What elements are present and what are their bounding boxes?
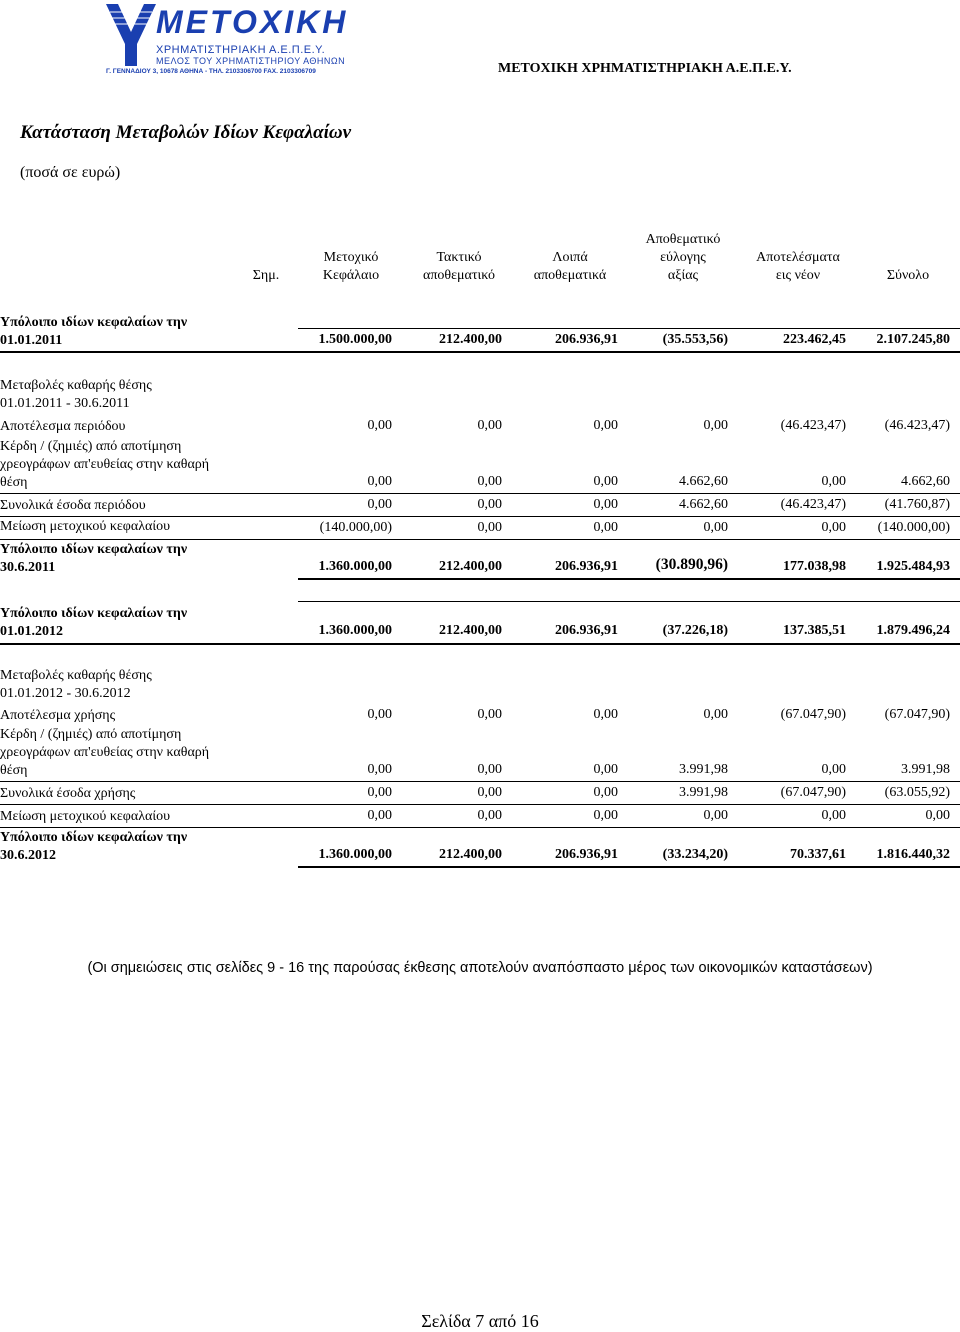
cell-ci2011-other-reserves: 0,00 (593, 497, 618, 512)
col-header-ordinary-reserve: Τακτικό αποθεματικό (423, 250, 495, 283)
cell-cap2011-share-capital: (140.000,00) (319, 520, 392, 535)
cell-cap2011-retained: 0,00 (821, 520, 846, 535)
row-label-open2011: Υπόλοιπο ιδίων κεφαλαίων την 01.01.2011 (0, 315, 188, 348)
company-logo (106, 4, 349, 78)
rule-cap2012 (0, 827, 960, 828)
logo-mark-icon (106, 4, 156, 66)
cell-close2011-retained: 177.038,98 (783, 559, 846, 574)
cell-close2011-fair-value: (30.890,96) (655, 556, 728, 573)
row-label-cap2012: Μείωση μετοχικού κεφαλαίου (0, 809, 171, 824)
cell-result2012-other-reserves: 0,00 (593, 707, 618, 722)
row-label-result2012: Αποτέλεσμα χρήσης (0, 708, 116, 723)
cell-fv2011-retained: 0,00 (821, 474, 846, 489)
cell-close2012-fair-value: (33.234,20) (662, 847, 728, 862)
cell-ci2011-fair-value: 4.662,60 (679, 497, 728, 512)
row-label-changes2012: Μεταβολές καθαρής θέσης 01.01.2012 - 30.6.2012 (0, 668, 152, 701)
cell-open2012-retained: 137.385,51 (783, 623, 846, 638)
cell-ci2012-retained: (67.047,90) (780, 785, 846, 800)
cell-fv2012-other-reserves: 0,00 (593, 762, 618, 777)
cell-close2012-other-reserves: 206.936,91 (555, 847, 618, 862)
cell-result2012-fair-value: 0,00 (703, 707, 728, 722)
row-label-fv2011: Κέρδη / (ζημιές) από αποτίμηση χρεογράφων απ'ευθείας στην καθαρή θέση (0, 439, 210, 490)
logo-address: Γ. ΓΕΝΝΑΔΙΟΥ 3, 10678 ΑΘΗΝΑ - ΤΗΛ. 2103306700 FAX. 2103306709 (106, 68, 316, 75)
company-header: ΜΕΤΟΧΙΚΗ ΧΡΗΜΑΤΙΣΤΗΡΙΑΚΗ Α.Ε.Π.Ε.Υ. (498, 61, 792, 76)
rule-cap2011 (0, 539, 960, 540)
page-number: Σελίδα 7 από 16 (421, 1311, 539, 1331)
col-header-other-reserves: Λοιπά αποθεματικά (533, 250, 607, 283)
cell-close2012-total: 1.816.440,32 (876, 847, 950, 862)
cell-open2012-ordinary-reserve: 212.400,00 (439, 623, 502, 638)
cell-close2012-retained: 70.337,61 (790, 847, 846, 862)
rule-top-open2011 (298, 328, 960, 329)
cell-close2011-share-capital: 1.360.000,00 (318, 559, 392, 574)
cell-ci2011-ordinary-reserve: 0,00 (477, 497, 502, 512)
cell-result2011-retained: (46.423,47) (780, 418, 846, 433)
rule-close2012 (298, 866, 960, 868)
rule-top-open2012 (298, 601, 960, 602)
row-label-open2012: Υπόλοιπο ιδίων κεφαλαίων την 01.01.2012 (0, 606, 188, 639)
rule-close2011 (298, 578, 960, 580)
row-label-cap2011: Μείωση μετοχικού κεφαλαίου (0, 519, 171, 534)
cell-open2012-other-reserves: 206.936,91 (555, 623, 618, 638)
cell-fv2012-share-capital: 0,00 (367, 762, 392, 777)
rule-ci2011 (0, 516, 960, 517)
cell-fv2011-share-capital: 0,00 (367, 474, 392, 489)
logo-line2: ΜΕΛΟΣ ΤΟΥ ΧΡΗΜΑΤΙΣΤΗΡΙΟΥ ΑΘΗΝΩΝ (156, 56, 346, 66)
cell-cap2011-fair-value: 0,00 (703, 520, 728, 535)
cell-ci2011-share-capital: 0,00 (367, 497, 392, 512)
cell-result2011-total: (46.423,47) (884, 418, 950, 433)
cell-ci2011-total: (41.760,87) (884, 497, 950, 512)
cell-close2012-share-capital: 1.360.000,00 (318, 847, 392, 862)
cell-cap2012-fair-value: 0,00 (703, 808, 728, 823)
rule-bottom-open2011 (0, 351, 960, 353)
cell-ci2011-retained: (46.423,47) (780, 497, 846, 512)
cell-fv2011-fair-value: 4.662,60 (679, 474, 728, 489)
col-header-share-capital: Μετοχικό Κεφάλαιο (322, 250, 380, 283)
cell-fv2011-total: 4.662,60 (901, 474, 950, 489)
cell-cap2012-ordinary-reserve: 0,00 (477, 808, 502, 823)
cell-fv2012-fair-value: 3.991,98 (679, 762, 728, 777)
cell-fv2011-ordinary-reserve: 0,00 (477, 474, 502, 489)
document-title: Κατάσταση Μεταβολών Ιδίων Κεφαλαίων (20, 122, 352, 143)
col-header-fair-value-reserve: Αποθεματικό εύλογης αξίας (645, 232, 721, 283)
footnote: (Οι σημειώσεις στις σελίδες 9 - 16 της παρούσας έκθεσης αποτελούν αναπόσπαστο μέρος των οικονομικών καταστάσεων) (87, 960, 873, 976)
cell-cap2011-other-reserves: 0,00 (593, 520, 618, 535)
rule-fv2011 (0, 493, 960, 494)
cell-fv2012-retained: 0,00 (821, 762, 846, 777)
rule-fv2012 (0, 781, 960, 782)
cell-fv2011-other-reserves: 0,00 (593, 474, 618, 489)
row-label-fv2012: Κέρδη / (ζημιές) από αποτίμηση χρεογράφων απ'ευθείας στην καθαρή θέση (0, 727, 210, 778)
cell-cap2012-share-capital: 0,00 (367, 808, 392, 823)
cell-cap2012-retained: 0,00 (821, 808, 846, 823)
cell-open2011-fair-value: (35.553,56) (662, 332, 728, 347)
cell-result2012-retained: (67.047,90) (780, 707, 846, 722)
cell-open2011-share-capital: 1.500.000,00 (318, 332, 392, 347)
row-label-ci2012: Συνολικά έσοδα χρήσης (0, 786, 136, 801)
col-header-total: Σύνολο (886, 268, 930, 283)
cell-result2011-other-reserves: 0,00 (593, 418, 618, 433)
cell-cap2011-total: (140.000,00) (877, 520, 950, 535)
cell-open2011-other-reserves: 206.936,91 (555, 332, 618, 347)
cell-result2011-share-capital: 0,00 (367, 418, 392, 433)
logo-brand: ΜΕΤΟΧΙΚΗ (156, 4, 349, 40)
cell-result2011-fair-value: 0,00 (703, 418, 728, 433)
cell-close2011-total: 1.925.484,93 (876, 559, 950, 574)
cell-open2012-share-capital: 1.360.000,00 (318, 623, 392, 638)
row-label-changes2011: Μεταβολές καθαρής θέσης 01.01.2011 - 30.6.2011 (0, 378, 152, 411)
cell-close2011-other-reserves: 206.936,91 (555, 559, 618, 574)
logo-line1: ΧΡΗΜΑΤΙΣΤΗΡΙΑΚΗ Α.Ε.Π.Ε.Υ. (156, 44, 326, 56)
cell-close2012-ordinary-reserve: 212.400,00 (439, 847, 502, 862)
col-header-note: Σημ. (252, 268, 280, 283)
cell-open2011-total: 2.107.245,80 (876, 332, 950, 347)
col-header-retained-earnings: Αποτελέσματα εις νέον (756, 250, 840, 283)
row-label-result2011: Αποτέλεσμα περιόδου (0, 419, 126, 434)
cell-open2012-fair-value: (37.226,18) (662, 623, 728, 638)
cell-open2012-total: 1.879.496,24 (876, 623, 950, 638)
cell-fv2012-ordinary-reserve: 0,00 (477, 762, 502, 777)
cell-cap2011-ordinary-reserve: 0,00 (477, 520, 502, 535)
cell-open2011-ordinary-reserve: 212.400,00 (439, 332, 502, 347)
row-label-ci2011: Συνολικά έσοδα περιόδου (0, 498, 146, 513)
cell-ci2012-total: (63.055,92) (884, 785, 950, 800)
cell-cap2012-total: 0,00 (925, 808, 950, 823)
rule-ci2012 (0, 804, 960, 805)
cell-cap2012-other-reserves: 0,00 (593, 808, 618, 823)
cell-result2012-ordinary-reserve: 0,00 (477, 707, 502, 722)
cell-open2011-retained: 223.462,45 (783, 332, 846, 347)
cell-result2012-total: (67.047,90) (884, 707, 950, 722)
units-note: (ποσά σε ευρώ) (20, 164, 121, 181)
cell-result2011-ordinary-reserve: 0,00 (477, 418, 502, 433)
cell-ci2012-other-reserves: 0,00 (593, 785, 618, 800)
cell-ci2012-fair-value: 3.991,98 (679, 785, 728, 800)
row-label-close2011: Υπόλοιπο ιδίων κεφαλαίων την 30.6.2011 (0, 542, 188, 575)
cell-ci2012-share-capital: 0,00 (367, 785, 392, 800)
cell-ci2012-ordinary-reserve: 0,00 (477, 785, 502, 800)
cell-close2011-ordinary-reserve: 212.400,00 (439, 559, 502, 574)
rule-bottom-open2012 (0, 643, 960, 645)
cell-fv2012-total: 3.991,98 (901, 762, 950, 777)
row-label-close2012: Υπόλοιπο ιδίων κεφαλαίων την 30.6.2012 (0, 830, 188, 863)
cell-result2012-share-capital: 0,00 (367, 707, 392, 722)
